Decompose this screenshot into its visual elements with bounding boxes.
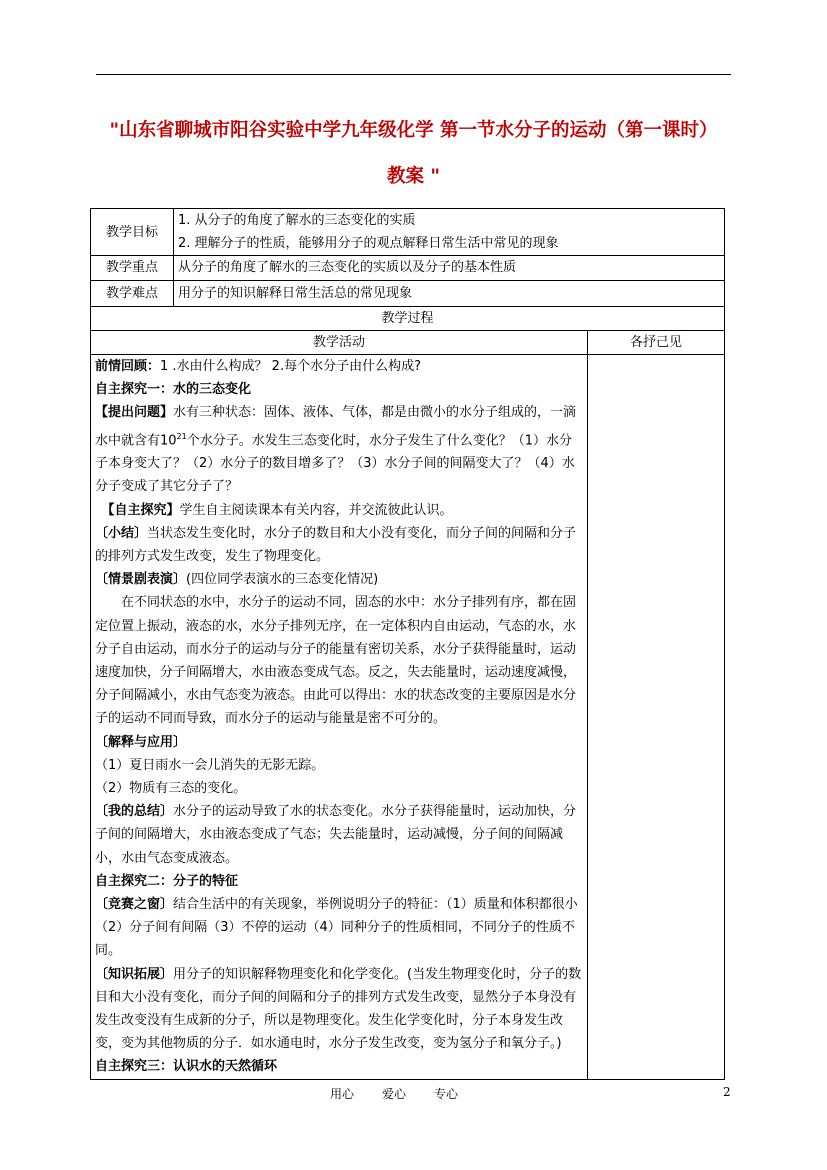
question-text-a: 水有三种状态：固体、液体、气体，都是由微小的水分子组成的，一滴水中就含有10 bbox=[95, 405, 577, 448]
my-summary-head: 〔我的总结〕 bbox=[95, 804, 174, 820]
header-rule bbox=[96, 74, 731, 75]
row-column-headers bbox=[91, 330, 725, 354]
apply-item-2: （2）物质有三态的变化。 bbox=[95, 781, 247, 796]
activity-content bbox=[91, 355, 588, 1080]
summary-head: 〔小结〕 bbox=[95, 525, 148, 541]
summary-paragraph bbox=[95, 522, 583, 568]
row-teaching-key bbox=[91, 256, 725, 280]
extension-head: 〔知识拓展〕 bbox=[95, 966, 174, 982]
goal-cell bbox=[174, 209, 725, 256]
explore-head: 【自主探究】 bbox=[101, 502, 180, 518]
review-head: 前情回顾： bbox=[95, 359, 161, 375]
section-2-title: 自主探究二：分子的特征 bbox=[95, 873, 239, 889]
race-paragraph bbox=[95, 893, 583, 963]
process-label: 教学过程 bbox=[91, 306, 725, 330]
title-line-2: 教案 " bbox=[386, 166, 441, 187]
scene-line bbox=[95, 568, 583, 591]
my-summary-text: 水分子的运动导致了水的状态变化。水分子获得能量时，运动加快，分子间的间隔增大，水由液态变成了气态；失去能量时，运动减慢，分子间的间隔减小，水由气态变成液态。 bbox=[95, 804, 577, 866]
key-text: 从分子的角度了解水的三态变化的实质以及分子的基本性质 bbox=[174, 256, 725, 280]
goal-label: 教学目标 bbox=[91, 209, 174, 256]
row-process-header bbox=[91, 306, 725, 330]
motto-1: 用心 bbox=[330, 1087, 355, 1101]
scene-paragraph: 在不同状态的水中，水分子的运动不同，固态的水中：水分子排列有序，都在固定位置上振动，液态的水，水分子排列无序，在一定体积内自由运动，气态的水，水分子自由运动，而水分子的运动与分子的能量有密切关系，水分子获得能量时，运动速度加快，分子间隔增大，水由液态变成气态。反之，失去能量时，运动速度减慢，分子间隔减小，水由气态变为液态。由此可以得出：水的状态改变的主要原因是水分子的运动不同而导致，而水分子的运动与能量是密不可分的。 bbox=[95, 595, 577, 727]
page-number: 2 bbox=[723, 1085, 731, 1099]
section-3-title: 自主探究三：认识水的天然循环 bbox=[95, 1059, 278, 1075]
document-title bbox=[96, 108, 731, 200]
explore-text: 学生自主阅读课本有关内容，并交流彼此认识。 bbox=[179, 502, 453, 518]
footer-motto bbox=[330, 1085, 486, 1102]
difficulty-label: 教学难点 bbox=[91, 280, 174, 306]
extension-paragraph bbox=[95, 963, 583, 1056]
activity-header: 教学活动 bbox=[91, 330, 588, 354]
question-text-b: 个水分子。水发生三态变化时，水分子发生了什么变化？（1）水分子本身变大了？（2）水分子的数目增多了？（3）水分子间的间隔变大了？（4）水分子变成了其它分子了？ bbox=[95, 432, 575, 495]
difficulty-text: 用分子的知识解释日常生活总的常见现象 bbox=[174, 280, 725, 306]
my-summary-paragraph bbox=[95, 800, 583, 870]
notes-column bbox=[588, 355, 725, 1080]
scene-text: (四位同学表演水的三态变化情况) bbox=[186, 572, 379, 588]
scene-head: 〔情景剧表演〕 bbox=[95, 572, 187, 588]
question-superscript: 21 bbox=[176, 431, 187, 441]
notes-header: 各抒己见 bbox=[588, 330, 725, 354]
motto-2: 爱心 bbox=[382, 1087, 407, 1101]
goal-item-1: 1. 从分子的角度了解水的三态变化的实质 bbox=[178, 213, 416, 228]
section-1-title: 自主探究一：水的三态变化 bbox=[95, 382, 252, 398]
key-label: 教学重点 bbox=[91, 256, 174, 280]
question-paragraph bbox=[95, 401, 583, 498]
race-head: 〔竞赛之窗〕 bbox=[95, 897, 174, 913]
question-head: 【提出问题】 bbox=[95, 405, 174, 421]
review-line bbox=[95, 355, 583, 378]
race-text: 结合生活中的有关现象，举例说明分子的特征：（1）质量和体积都很小（2）分子间有间隔（3）不停的运动（4）同种分子的性质相同，不同分子的性质不同。 bbox=[95, 897, 578, 959]
apply-head: 〔解释与应用〕 bbox=[95, 734, 187, 750]
apply-item-1: （1）夏日雨水一会儿消失的无影无踪。 bbox=[95, 757, 325, 773]
row-teaching-goal bbox=[91, 209, 725, 256]
motto-3: 专心 bbox=[434, 1087, 459, 1101]
review-text: 1 .水由什么构成？ 2.每个水分子由什么构成? bbox=[160, 359, 421, 375]
lesson-plan-table bbox=[90, 208, 725, 1080]
goal-item-2: 2. 理解分子的性质，能够用分子的观点解释日常生活中常见的现象 bbox=[178, 236, 559, 252]
extension-text: 用分子的知识解释物理变化和化学变化。(当发生物理变化时，分子的数目和大小没有变化，而分子间的间隔和分子的排列方式发生改变，显然分子本身没有发生改变没有生成新的分子，所以是物理变化。发生化学变化时，分子本身发生改变，变为其他物质的分子．如水通电时，水分子发生改变，变为氢分子和氧分子。) bbox=[95, 966, 582, 1052]
row-activity-content bbox=[91, 355, 725, 1080]
summary-text: 当状态发生变化时，水分子的数目和大小没有变化，而分子间的间隔和分子的排列方式发生改变，发生了物理变化。 bbox=[95, 525, 577, 564]
explore-paragraph bbox=[95, 499, 583, 522]
title-line-1: "山东省聊城市阳谷实验中学九年级化学 第一节水分子的运动（第一课时） bbox=[109, 120, 718, 141]
row-teaching-difficulty bbox=[91, 280, 725, 306]
